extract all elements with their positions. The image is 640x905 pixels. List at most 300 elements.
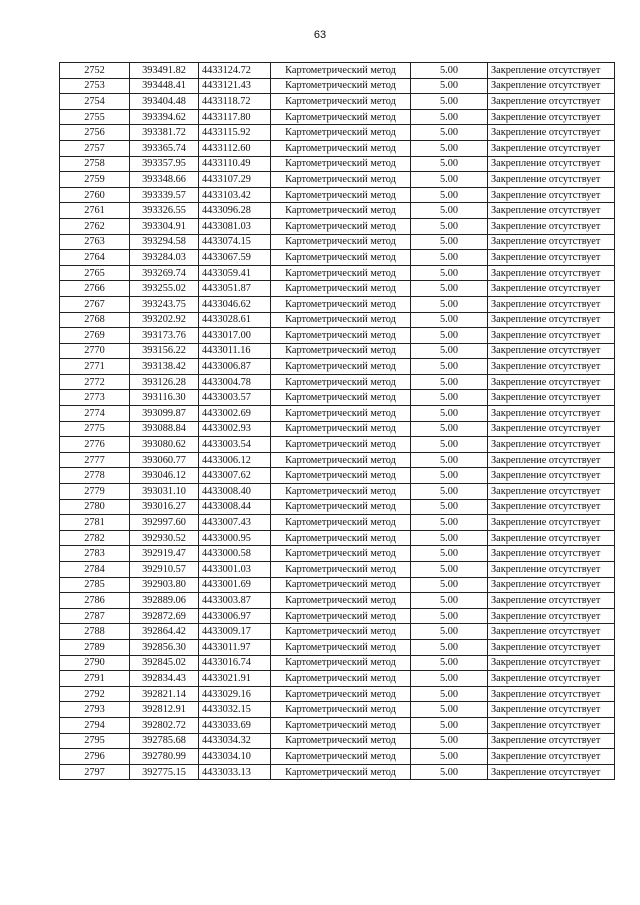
fixation-cell: Закрепление отсутствует bbox=[488, 608, 615, 624]
table-row bbox=[60, 624, 615, 640]
table-row bbox=[60, 421, 615, 437]
table-row bbox=[60, 406, 615, 422]
method-cell: Картометрический метод bbox=[271, 374, 411, 390]
x-coordinate-cell: 393304.91 bbox=[130, 218, 199, 234]
method-cell: Картометрический метод bbox=[271, 452, 411, 468]
method-cell: Картометрический метод bbox=[271, 530, 411, 546]
accuracy-cell: 5.00 bbox=[411, 515, 488, 531]
table-row bbox=[60, 140, 615, 156]
table-row bbox=[60, 546, 615, 562]
y-coordinate-cell: 4433002.93 bbox=[199, 421, 271, 437]
table-row bbox=[60, 562, 615, 578]
fixation-cell: Закрепление отсутствует bbox=[488, 109, 615, 125]
table-row bbox=[60, 515, 615, 531]
method-cell: Картометрический метод bbox=[271, 156, 411, 172]
accuracy-cell: 5.00 bbox=[411, 624, 488, 640]
point-number-cell: 2774 bbox=[60, 406, 130, 422]
table-row bbox=[60, 234, 615, 250]
accuracy-cell: 5.00 bbox=[411, 125, 488, 141]
x-coordinate-cell: 393326.55 bbox=[130, 203, 199, 219]
fixation-cell: Закрепление отсутствует bbox=[488, 343, 615, 359]
method-cell: Картометрический метод bbox=[271, 546, 411, 562]
accuracy-cell: 5.00 bbox=[411, 78, 488, 94]
y-coordinate-cell: 4433103.42 bbox=[199, 187, 271, 203]
point-number-cell: 2760 bbox=[60, 187, 130, 203]
y-coordinate-cell: 4433059.41 bbox=[199, 265, 271, 281]
accuracy-cell: 5.00 bbox=[411, 749, 488, 765]
table-row bbox=[60, 109, 615, 125]
method-cell: Картометрический метод bbox=[271, 717, 411, 733]
method-cell: Картометрический метод bbox=[271, 281, 411, 297]
table-row bbox=[60, 172, 615, 188]
y-coordinate-cell: 4433029.16 bbox=[199, 686, 271, 702]
y-coordinate-cell: 4433011.16 bbox=[199, 343, 271, 359]
accuracy-cell: 5.00 bbox=[411, 390, 488, 406]
method-cell: Картометрический метод bbox=[271, 468, 411, 484]
point-number-cell: 2759 bbox=[60, 172, 130, 188]
table-row bbox=[60, 577, 615, 593]
y-coordinate-cell: 4433001.03 bbox=[199, 562, 271, 578]
point-number-cell: 2795 bbox=[60, 733, 130, 749]
point-number-cell: 2796 bbox=[60, 749, 130, 765]
method-cell: Картометрический метод bbox=[271, 733, 411, 749]
method-cell: Картометрический метод bbox=[271, 265, 411, 281]
accuracy-cell: 5.00 bbox=[411, 452, 488, 468]
fixation-cell: Закрепление отсутствует bbox=[488, 140, 615, 156]
x-coordinate-cell: 393357.95 bbox=[130, 156, 199, 172]
y-coordinate-cell: 4433067.59 bbox=[199, 250, 271, 266]
fixation-cell: Закрепление отсутствует bbox=[488, 172, 615, 188]
x-coordinate-cell: 393448.41 bbox=[130, 78, 199, 94]
accuracy-cell: 5.00 bbox=[411, 468, 488, 484]
fixation-cell: Закрепление отсутствует bbox=[488, 63, 615, 79]
method-cell: Картометрический метод bbox=[271, 250, 411, 266]
y-coordinate-cell: 4433017.00 bbox=[199, 328, 271, 344]
x-coordinate-cell: 392889.06 bbox=[130, 593, 199, 609]
accuracy-cell: 5.00 bbox=[411, 312, 488, 328]
coordinates-table bbox=[59, 62, 615, 780]
point-number-cell: 2752 bbox=[60, 63, 130, 79]
x-coordinate-cell: 393394.62 bbox=[130, 109, 199, 125]
method-cell: Картометрический метод bbox=[271, 749, 411, 765]
accuracy-cell: 5.00 bbox=[411, 686, 488, 702]
point-number-cell: 2773 bbox=[60, 390, 130, 406]
point-number-cell: 2792 bbox=[60, 686, 130, 702]
fixation-cell: Закрепление отсутствует bbox=[488, 312, 615, 328]
fixation-cell: Закрепление отсутствует bbox=[488, 281, 615, 297]
fixation-cell: Закрепление отсутствует bbox=[488, 203, 615, 219]
accuracy-cell: 5.00 bbox=[411, 187, 488, 203]
accuracy-cell: 5.00 bbox=[411, 702, 488, 718]
table-row bbox=[60, 437, 615, 453]
y-coordinate-cell: 4433033.13 bbox=[199, 764, 271, 780]
accuracy-cell: 5.00 bbox=[411, 406, 488, 422]
accuracy-cell: 5.00 bbox=[411, 499, 488, 515]
x-coordinate-cell: 392864.42 bbox=[130, 624, 199, 640]
x-coordinate-cell: 392775.15 bbox=[130, 764, 199, 780]
point-number-cell: 2761 bbox=[60, 203, 130, 219]
method-cell: Картометрический метод bbox=[271, 421, 411, 437]
fixation-cell: Закрепление отсутствует bbox=[488, 686, 615, 702]
x-coordinate-cell: 392997.60 bbox=[130, 515, 199, 531]
fixation-cell: Закрепление отсутствует bbox=[488, 655, 615, 671]
page-number: 63 bbox=[313, 29, 327, 41]
table-row bbox=[60, 530, 615, 546]
table-row bbox=[60, 265, 615, 281]
point-number-cell: 2778 bbox=[60, 468, 130, 484]
table-row bbox=[60, 63, 615, 79]
point-number-cell: 2769 bbox=[60, 328, 130, 344]
y-coordinate-cell: 4433007.62 bbox=[199, 468, 271, 484]
fixation-cell: Закрепление отсутствует bbox=[488, 265, 615, 281]
point-number-cell: 2757 bbox=[60, 140, 130, 156]
accuracy-cell: 5.00 bbox=[411, 63, 488, 79]
accuracy-cell: 5.00 bbox=[411, 421, 488, 437]
fixation-cell: Закрепление отсутствует bbox=[488, 78, 615, 94]
table-row bbox=[60, 312, 615, 328]
accuracy-cell: 5.00 bbox=[411, 546, 488, 562]
method-cell: Картометрический метод bbox=[271, 78, 411, 94]
x-coordinate-cell: 393381.72 bbox=[130, 125, 199, 141]
point-number-cell: 2754 bbox=[60, 94, 130, 110]
accuracy-cell: 5.00 bbox=[411, 343, 488, 359]
y-coordinate-cell: 4433006.97 bbox=[199, 608, 271, 624]
table-row bbox=[60, 296, 615, 312]
table-row bbox=[60, 218, 615, 234]
x-coordinate-cell: 392856.30 bbox=[130, 639, 199, 655]
y-coordinate-cell: 4433003.57 bbox=[199, 390, 271, 406]
fixation-cell: Закрепление отсутствует bbox=[488, 374, 615, 390]
accuracy-cell: 5.00 bbox=[411, 250, 488, 266]
x-coordinate-cell: 392812.91 bbox=[130, 702, 199, 718]
point-number-cell: 2755 bbox=[60, 109, 130, 125]
method-cell: Картометрический метод bbox=[271, 359, 411, 375]
y-coordinate-cell: 4433000.58 bbox=[199, 546, 271, 562]
accuracy-cell: 5.00 bbox=[411, 94, 488, 110]
point-number-cell: 2794 bbox=[60, 717, 130, 733]
x-coordinate-cell: 393046.12 bbox=[130, 468, 199, 484]
point-number-cell: 2782 bbox=[60, 530, 130, 546]
method-cell: Картометрический метод bbox=[271, 624, 411, 640]
x-coordinate-cell: 393080.62 bbox=[130, 437, 199, 453]
y-coordinate-cell: 4433001.69 bbox=[199, 577, 271, 593]
method-cell: Картометрический метод bbox=[271, 686, 411, 702]
point-number-cell: 2793 bbox=[60, 702, 130, 718]
method-cell: Картометрический метод bbox=[271, 406, 411, 422]
method-cell: Картометрический метод bbox=[271, 312, 411, 328]
accuracy-cell: 5.00 bbox=[411, 359, 488, 375]
method-cell: Картометрический метод bbox=[271, 328, 411, 344]
accuracy-cell: 5.00 bbox=[411, 733, 488, 749]
method-cell: Картометрический метод bbox=[271, 515, 411, 531]
point-number-cell: 2777 bbox=[60, 452, 130, 468]
y-coordinate-cell: 4433124.72 bbox=[199, 63, 271, 79]
y-coordinate-cell: 4433034.10 bbox=[199, 749, 271, 765]
accuracy-cell: 5.00 bbox=[411, 265, 488, 281]
method-cell: Картометрический метод bbox=[271, 437, 411, 453]
fixation-cell: Закрепление отсутствует bbox=[488, 359, 615, 375]
accuracy-cell: 5.00 bbox=[411, 296, 488, 312]
method-cell: Картометрический метод bbox=[271, 125, 411, 141]
x-coordinate-cell: 392845.02 bbox=[130, 655, 199, 671]
table-row bbox=[60, 203, 615, 219]
x-coordinate-cell: 393099.87 bbox=[130, 406, 199, 422]
y-coordinate-cell: 4433034.32 bbox=[199, 733, 271, 749]
fixation-cell: Закрепление отсутствует bbox=[488, 749, 615, 765]
y-coordinate-cell: 4433021.91 bbox=[199, 671, 271, 687]
y-coordinate-cell: 4433006.87 bbox=[199, 359, 271, 375]
table-row bbox=[60, 639, 615, 655]
x-coordinate-cell: 393031.10 bbox=[130, 484, 199, 500]
x-coordinate-cell: 392930.52 bbox=[130, 530, 199, 546]
method-cell: Картометрический метод bbox=[271, 172, 411, 188]
point-number-cell: 2786 bbox=[60, 593, 130, 609]
fixation-cell: Закрепление отсутствует bbox=[488, 468, 615, 484]
table-row bbox=[60, 452, 615, 468]
table-row bbox=[60, 94, 615, 110]
fixation-cell: Закрепление отсутствует bbox=[488, 437, 615, 453]
accuracy-cell: 5.00 bbox=[411, 608, 488, 624]
table-row bbox=[60, 717, 615, 733]
point-number-cell: 2784 bbox=[60, 562, 130, 578]
x-coordinate-cell: 393016.27 bbox=[130, 499, 199, 515]
y-coordinate-cell: 4433117.80 bbox=[199, 109, 271, 125]
point-number-cell: 2783 bbox=[60, 546, 130, 562]
point-number-cell: 2797 bbox=[60, 764, 130, 780]
y-coordinate-cell: 4433046.62 bbox=[199, 296, 271, 312]
table-row bbox=[60, 608, 615, 624]
y-coordinate-cell: 4433032.15 bbox=[199, 702, 271, 718]
y-coordinate-cell: 4433107.29 bbox=[199, 172, 271, 188]
point-number-cell: 2785 bbox=[60, 577, 130, 593]
point-number-cell: 2790 bbox=[60, 655, 130, 671]
accuracy-cell: 5.00 bbox=[411, 593, 488, 609]
x-coordinate-cell: 393365.74 bbox=[130, 140, 199, 156]
method-cell: Картометрический метод bbox=[271, 577, 411, 593]
x-coordinate-cell: 393243.75 bbox=[130, 296, 199, 312]
y-coordinate-cell: 4433008.40 bbox=[199, 484, 271, 500]
fixation-cell: Закрепление отсутствует bbox=[488, 593, 615, 609]
x-coordinate-cell: 392903.80 bbox=[130, 577, 199, 593]
x-coordinate-cell: 392834.43 bbox=[130, 671, 199, 687]
fixation-cell: Закрепление отсутствует bbox=[488, 218, 615, 234]
method-cell: Картометрический метод bbox=[271, 94, 411, 110]
y-coordinate-cell: 4433003.87 bbox=[199, 593, 271, 609]
table-row bbox=[60, 359, 615, 375]
fixation-cell: Закрепление отсутствует bbox=[488, 406, 615, 422]
y-coordinate-cell: 4433003.54 bbox=[199, 437, 271, 453]
point-number-cell: 2770 bbox=[60, 343, 130, 359]
fixation-cell: Закрепление отсутствует bbox=[488, 125, 615, 141]
x-coordinate-cell: 392785.68 bbox=[130, 733, 199, 749]
accuracy-cell: 5.00 bbox=[411, 484, 488, 500]
point-number-cell: 2789 bbox=[60, 639, 130, 655]
x-coordinate-cell: 393156.22 bbox=[130, 343, 199, 359]
fixation-cell: Закрепление отсутствует bbox=[488, 562, 615, 578]
fixation-cell: Закрепление отсутствует bbox=[488, 499, 615, 515]
method-cell: Картометрический метод bbox=[271, 562, 411, 578]
point-number-cell: 2781 bbox=[60, 515, 130, 531]
method-cell: Картометрический метод bbox=[271, 234, 411, 250]
x-coordinate-cell: 392919.47 bbox=[130, 546, 199, 562]
point-number-cell: 2758 bbox=[60, 156, 130, 172]
y-coordinate-cell: 4433081.03 bbox=[199, 218, 271, 234]
y-coordinate-cell: 4433051.87 bbox=[199, 281, 271, 297]
y-coordinate-cell: 4433112.60 bbox=[199, 140, 271, 156]
point-number-cell: 2768 bbox=[60, 312, 130, 328]
table-row bbox=[60, 686, 615, 702]
x-coordinate-cell: 393294.58 bbox=[130, 234, 199, 250]
accuracy-cell: 5.00 bbox=[411, 203, 488, 219]
method-cell: Картометрический метод bbox=[271, 484, 411, 500]
fixation-cell: Закрепление отсутствует bbox=[488, 421, 615, 437]
method-cell: Картометрический метод bbox=[271, 655, 411, 671]
y-coordinate-cell: 4433074.15 bbox=[199, 234, 271, 250]
x-coordinate-cell: 393404.48 bbox=[130, 94, 199, 110]
y-coordinate-cell: 4433002.69 bbox=[199, 406, 271, 422]
table-row bbox=[60, 328, 615, 344]
x-coordinate-cell: 393339.57 bbox=[130, 187, 199, 203]
accuracy-cell: 5.00 bbox=[411, 437, 488, 453]
method-cell: Картометрический метод bbox=[271, 608, 411, 624]
fixation-cell: Закрепление отсутствует bbox=[488, 530, 615, 546]
fixation-cell: Закрепление отсутствует bbox=[488, 156, 615, 172]
x-coordinate-cell: 393202.92 bbox=[130, 312, 199, 328]
coordinates-table-body bbox=[60, 63, 615, 780]
fixation-cell: Закрепление отсутствует bbox=[488, 702, 615, 718]
fixation-cell: Закрепление отсутствует bbox=[488, 250, 615, 266]
y-coordinate-cell: 4433096.28 bbox=[199, 203, 271, 219]
x-coordinate-cell: 392821.14 bbox=[130, 686, 199, 702]
x-coordinate-cell: 393088.84 bbox=[130, 421, 199, 437]
fixation-cell: Закрепление отсутствует bbox=[488, 296, 615, 312]
table-row bbox=[60, 671, 615, 687]
accuracy-cell: 5.00 bbox=[411, 530, 488, 546]
accuracy-cell: 5.00 bbox=[411, 671, 488, 687]
accuracy-cell: 5.00 bbox=[411, 655, 488, 671]
point-number-cell: 2765 bbox=[60, 265, 130, 281]
fixation-cell: Закрепление отсутствует bbox=[488, 452, 615, 468]
method-cell: Картометрический метод bbox=[271, 764, 411, 780]
fixation-cell: Закрепление отсутствует bbox=[488, 717, 615, 733]
point-number-cell: 2772 bbox=[60, 374, 130, 390]
point-number-cell: 2753 bbox=[60, 78, 130, 94]
fixation-cell: Закрепление отсутствует bbox=[488, 577, 615, 593]
accuracy-cell: 5.00 bbox=[411, 281, 488, 297]
x-coordinate-cell: 393491.82 bbox=[130, 63, 199, 79]
method-cell: Картометрический метод bbox=[271, 296, 411, 312]
method-cell: Картометрический метод bbox=[271, 671, 411, 687]
y-coordinate-cell: 4433000.95 bbox=[199, 530, 271, 546]
method-cell: Картометрический метод bbox=[271, 109, 411, 125]
y-coordinate-cell: 4433033.69 bbox=[199, 717, 271, 733]
fixation-cell: Закрепление отсутствует bbox=[488, 94, 615, 110]
accuracy-cell: 5.00 bbox=[411, 140, 488, 156]
x-coordinate-cell: 392802.72 bbox=[130, 717, 199, 733]
table-row bbox=[60, 125, 615, 141]
x-coordinate-cell: 393348.66 bbox=[130, 172, 199, 188]
x-coordinate-cell: 393126.28 bbox=[130, 374, 199, 390]
table-row bbox=[60, 484, 615, 500]
fixation-cell: Закрепление отсутствует bbox=[488, 390, 615, 406]
y-coordinate-cell: 4433006.12 bbox=[199, 452, 271, 468]
table-row bbox=[60, 390, 615, 406]
x-coordinate-cell: 392780.99 bbox=[130, 749, 199, 765]
table-row bbox=[60, 749, 615, 765]
y-coordinate-cell: 4433121.43 bbox=[199, 78, 271, 94]
y-coordinate-cell: 4433007.43 bbox=[199, 515, 271, 531]
method-cell: Картометрический метод bbox=[271, 702, 411, 718]
point-number-cell: 2762 bbox=[60, 218, 130, 234]
fixation-cell: Закрепление отсутствует bbox=[488, 764, 615, 780]
fixation-cell: Закрепление отсутствует bbox=[488, 639, 615, 655]
method-cell: Картометрический метод bbox=[271, 218, 411, 234]
y-coordinate-cell: 4433004.78 bbox=[199, 374, 271, 390]
table-row bbox=[60, 78, 615, 94]
accuracy-cell: 5.00 bbox=[411, 374, 488, 390]
table-row bbox=[60, 468, 615, 484]
point-number-cell: 2763 bbox=[60, 234, 130, 250]
x-coordinate-cell: 393138.42 bbox=[130, 359, 199, 375]
table-row bbox=[60, 250, 615, 266]
table-row bbox=[60, 281, 615, 297]
table-row bbox=[60, 733, 615, 749]
accuracy-cell: 5.00 bbox=[411, 109, 488, 125]
method-cell: Картометрический метод bbox=[271, 593, 411, 609]
point-number-cell: 2775 bbox=[60, 421, 130, 437]
fixation-cell: Закрепление отсутствует bbox=[488, 733, 615, 749]
fixation-cell: Закрепление отсутствует bbox=[488, 546, 615, 562]
y-coordinate-cell: 4433028.61 bbox=[199, 312, 271, 328]
accuracy-cell: 5.00 bbox=[411, 764, 488, 780]
point-number-cell: 2776 bbox=[60, 437, 130, 453]
point-number-cell: 2766 bbox=[60, 281, 130, 297]
point-number-cell: 2764 bbox=[60, 250, 130, 266]
y-coordinate-cell: 4433011.97 bbox=[199, 639, 271, 655]
accuracy-cell: 5.00 bbox=[411, 639, 488, 655]
fixation-cell: Закрепление отсутствует bbox=[488, 328, 615, 344]
method-cell: Картометрический метод bbox=[271, 390, 411, 406]
point-number-cell: 2788 bbox=[60, 624, 130, 640]
table-row bbox=[60, 156, 615, 172]
x-coordinate-cell: 393255.02 bbox=[130, 281, 199, 297]
accuracy-cell: 5.00 bbox=[411, 328, 488, 344]
y-coordinate-cell: 4433115.92 bbox=[199, 125, 271, 141]
accuracy-cell: 5.00 bbox=[411, 156, 488, 172]
x-coordinate-cell: 393284.03 bbox=[130, 250, 199, 266]
point-number-cell: 2791 bbox=[60, 671, 130, 687]
fixation-cell: Закрепление отсутствует bbox=[488, 187, 615, 203]
x-coordinate-cell: 393173.76 bbox=[130, 328, 199, 344]
accuracy-cell: 5.00 bbox=[411, 562, 488, 578]
method-cell: Картометрический метод bbox=[271, 63, 411, 79]
point-number-cell: 2771 bbox=[60, 359, 130, 375]
point-number-cell: 2787 bbox=[60, 608, 130, 624]
method-cell: Картометрический метод bbox=[271, 203, 411, 219]
method-cell: Картометрический метод bbox=[271, 140, 411, 156]
method-cell: Картометрический метод bbox=[271, 343, 411, 359]
table-row bbox=[60, 764, 615, 780]
fixation-cell: Закрепление отсутствует bbox=[488, 515, 615, 531]
fixation-cell: Закрепление отсутствует bbox=[488, 234, 615, 250]
x-coordinate-cell: 393060.77 bbox=[130, 452, 199, 468]
point-number-cell: 2779 bbox=[60, 484, 130, 500]
x-coordinate-cell: 393269.74 bbox=[130, 265, 199, 281]
point-number-cell: 2767 bbox=[60, 296, 130, 312]
x-coordinate-cell: 392910.57 bbox=[130, 562, 199, 578]
x-coordinate-cell: 392872.69 bbox=[130, 608, 199, 624]
accuracy-cell: 5.00 bbox=[411, 717, 488, 733]
